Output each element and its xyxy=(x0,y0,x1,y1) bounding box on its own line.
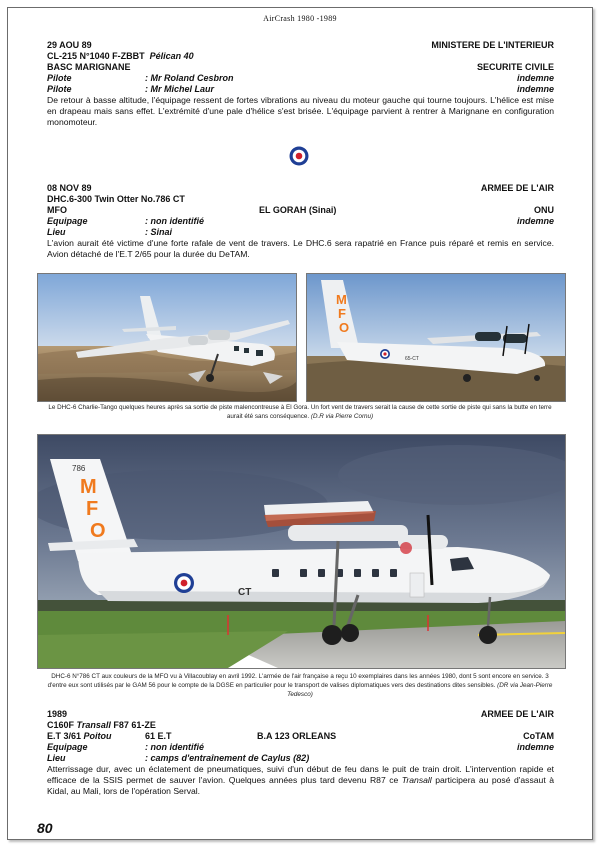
place-value: : camps d'entraînement de Caylus (82) xyxy=(145,753,310,763)
crew-role: Pilote xyxy=(47,73,72,83)
base-name: B.A 123 ORLEANS xyxy=(257,731,337,741)
aircraft-id: F87 61-ZE xyxy=(113,720,156,730)
photo-villacoublay-image xyxy=(38,435,565,668)
narrative-part: participera au posé d'assaut à Kidal, au Mali, lors de l'opération Serval. xyxy=(47,775,554,796)
aircraft-name: Transall xyxy=(76,720,111,730)
crew-name: : Mr Roland Cesbron xyxy=(145,73,234,83)
place-label: Lieu xyxy=(47,753,66,763)
entry-authority: ARMEE DE L'AIR xyxy=(480,183,554,193)
entry-date: 08 NOV 89 xyxy=(47,183,92,193)
caption-text: DHC-6 N°786 CT aux couleurs de la MFO vu à Villacoublay en avril 1992. L'armée de l'air française a reçu 10 exemplaires dans les années 1980, dont 5 sont encore en service. 3 d'entre eux sont utilisés par le GAM 56 pour le compte de la DGSE en particulier pour le transport de valises diplomatiques vers des destinations dites sensibles. xyxy=(47,673,549,689)
entry-date: 1989 xyxy=(47,709,68,719)
crew-label: Equipage xyxy=(47,216,88,226)
place-label: Lieu xyxy=(47,227,66,237)
narrative: L'avion aurait été victime d'une forte rafale de vent de travers. Le DHC.6 sera rapatrié en France puis réparé et remis en service. Avion détaché de l'E.T 2/65 pour la durée du DeTAM. xyxy=(47,238,554,259)
photo-crash-rear xyxy=(306,273,566,402)
aircraft-type: C160F xyxy=(47,720,75,730)
entry-cl215 xyxy=(47,40,554,128)
photo-credit: (D.R via Pierre Cornu) xyxy=(310,413,374,420)
photo-crash-rear-image xyxy=(307,274,565,401)
page-number: 80 xyxy=(37,820,53,836)
fin-letter: M xyxy=(80,476,97,498)
photo-caption xyxy=(45,403,555,421)
entry-date: 29 AOU 89 xyxy=(47,40,92,50)
running-head: AirCrash 1980 -1989 xyxy=(263,14,337,23)
fin-letter: F xyxy=(86,498,99,520)
fin-letter: O xyxy=(339,320,350,335)
place-name: EL GORAH (Sinai) xyxy=(259,205,337,215)
callsign: Pélican 40 xyxy=(149,51,194,61)
entry-dhc6 xyxy=(47,183,554,260)
photo-caption xyxy=(45,672,555,699)
photo-crash-side-image xyxy=(38,274,296,401)
crew-label: Equipage xyxy=(47,742,88,752)
crew-status: indemne xyxy=(516,73,554,83)
unit-nickname: Poitou xyxy=(83,731,112,741)
unit-name: E.T 3/61 xyxy=(47,731,82,741)
entry-authority: ARMEE DE L'AIR xyxy=(480,709,554,719)
photo-credit: (DR via Jean-Pierre Tedesco) xyxy=(287,682,553,698)
crew-status: indemne xyxy=(516,84,554,94)
crew-name: : Mr Michel Laur xyxy=(145,84,215,94)
aircraft-code: CT xyxy=(238,587,252,598)
caption-text: Le DHC-6 Charlie-Tango quelques heures après sa sortie de piste malencontreuse à El Gora. Un fort vent de travers serait la cause de cette sortie de piste qui sans la butte en terre aurait été sans conséquence. xyxy=(48,404,552,420)
aircraft-code: 65-CT xyxy=(405,356,419,362)
crew-status: indemne xyxy=(516,742,554,752)
photo-villacoublay xyxy=(37,434,566,669)
narrative-aircraft-name: Transall xyxy=(401,775,432,785)
aircraft-id: CL-215 N°1040 F-ZBBT xyxy=(47,51,145,61)
aircraft-id: DHC.6-300 Twin Otter No.786 CT xyxy=(47,194,185,204)
crew-status: indemne xyxy=(516,216,554,226)
entry-authority: MINISTERE DE L'INTERIEUR xyxy=(431,40,554,50)
fin-letter: F xyxy=(338,306,346,321)
org-name: ONU xyxy=(534,205,554,215)
command-name: CoTAM xyxy=(523,731,554,741)
place-value: : Sinai xyxy=(145,227,173,237)
narrative-part: Atterrissage dur, avec un éclatement de pneumatiques, suivi d'un début de feu dans le puit de train droit. L'intervention rapide et efficace de la SSIS permet de sauver l'avion. Quelques années plus tard devenu R87 ce xyxy=(47,764,554,785)
french-roundel-icon xyxy=(289,146,309,166)
narrative xyxy=(47,764,554,797)
fin-letter: O xyxy=(90,520,106,542)
base-name: BASC MARIGNANE xyxy=(47,62,131,72)
entry-transall xyxy=(47,709,554,797)
fin-letter: M xyxy=(336,292,347,307)
unit-group: 61 E.T xyxy=(145,731,172,741)
tail-number: 786 xyxy=(72,464,86,473)
narrative: De retour à basse altitude, l'équipage ressent de fortes vibrations au niveau du moteur gauche qui tourne toujours. L'hélice est mise en drapeau mais sans effet. L'extrémité d'une pale d'hélice s'est brisée. L'équipage parvient à rentrer à Marignane en configuration monomoteur. xyxy=(47,95,554,127)
unit-name: MFO xyxy=(47,205,67,215)
crew-role: Pilote xyxy=(47,84,72,94)
service-name: SECURITE CIVILE xyxy=(476,62,554,72)
crew-value: : non identifié xyxy=(145,742,204,752)
photo-crash-side xyxy=(37,273,297,402)
crew-value: : non identifié xyxy=(145,216,204,226)
